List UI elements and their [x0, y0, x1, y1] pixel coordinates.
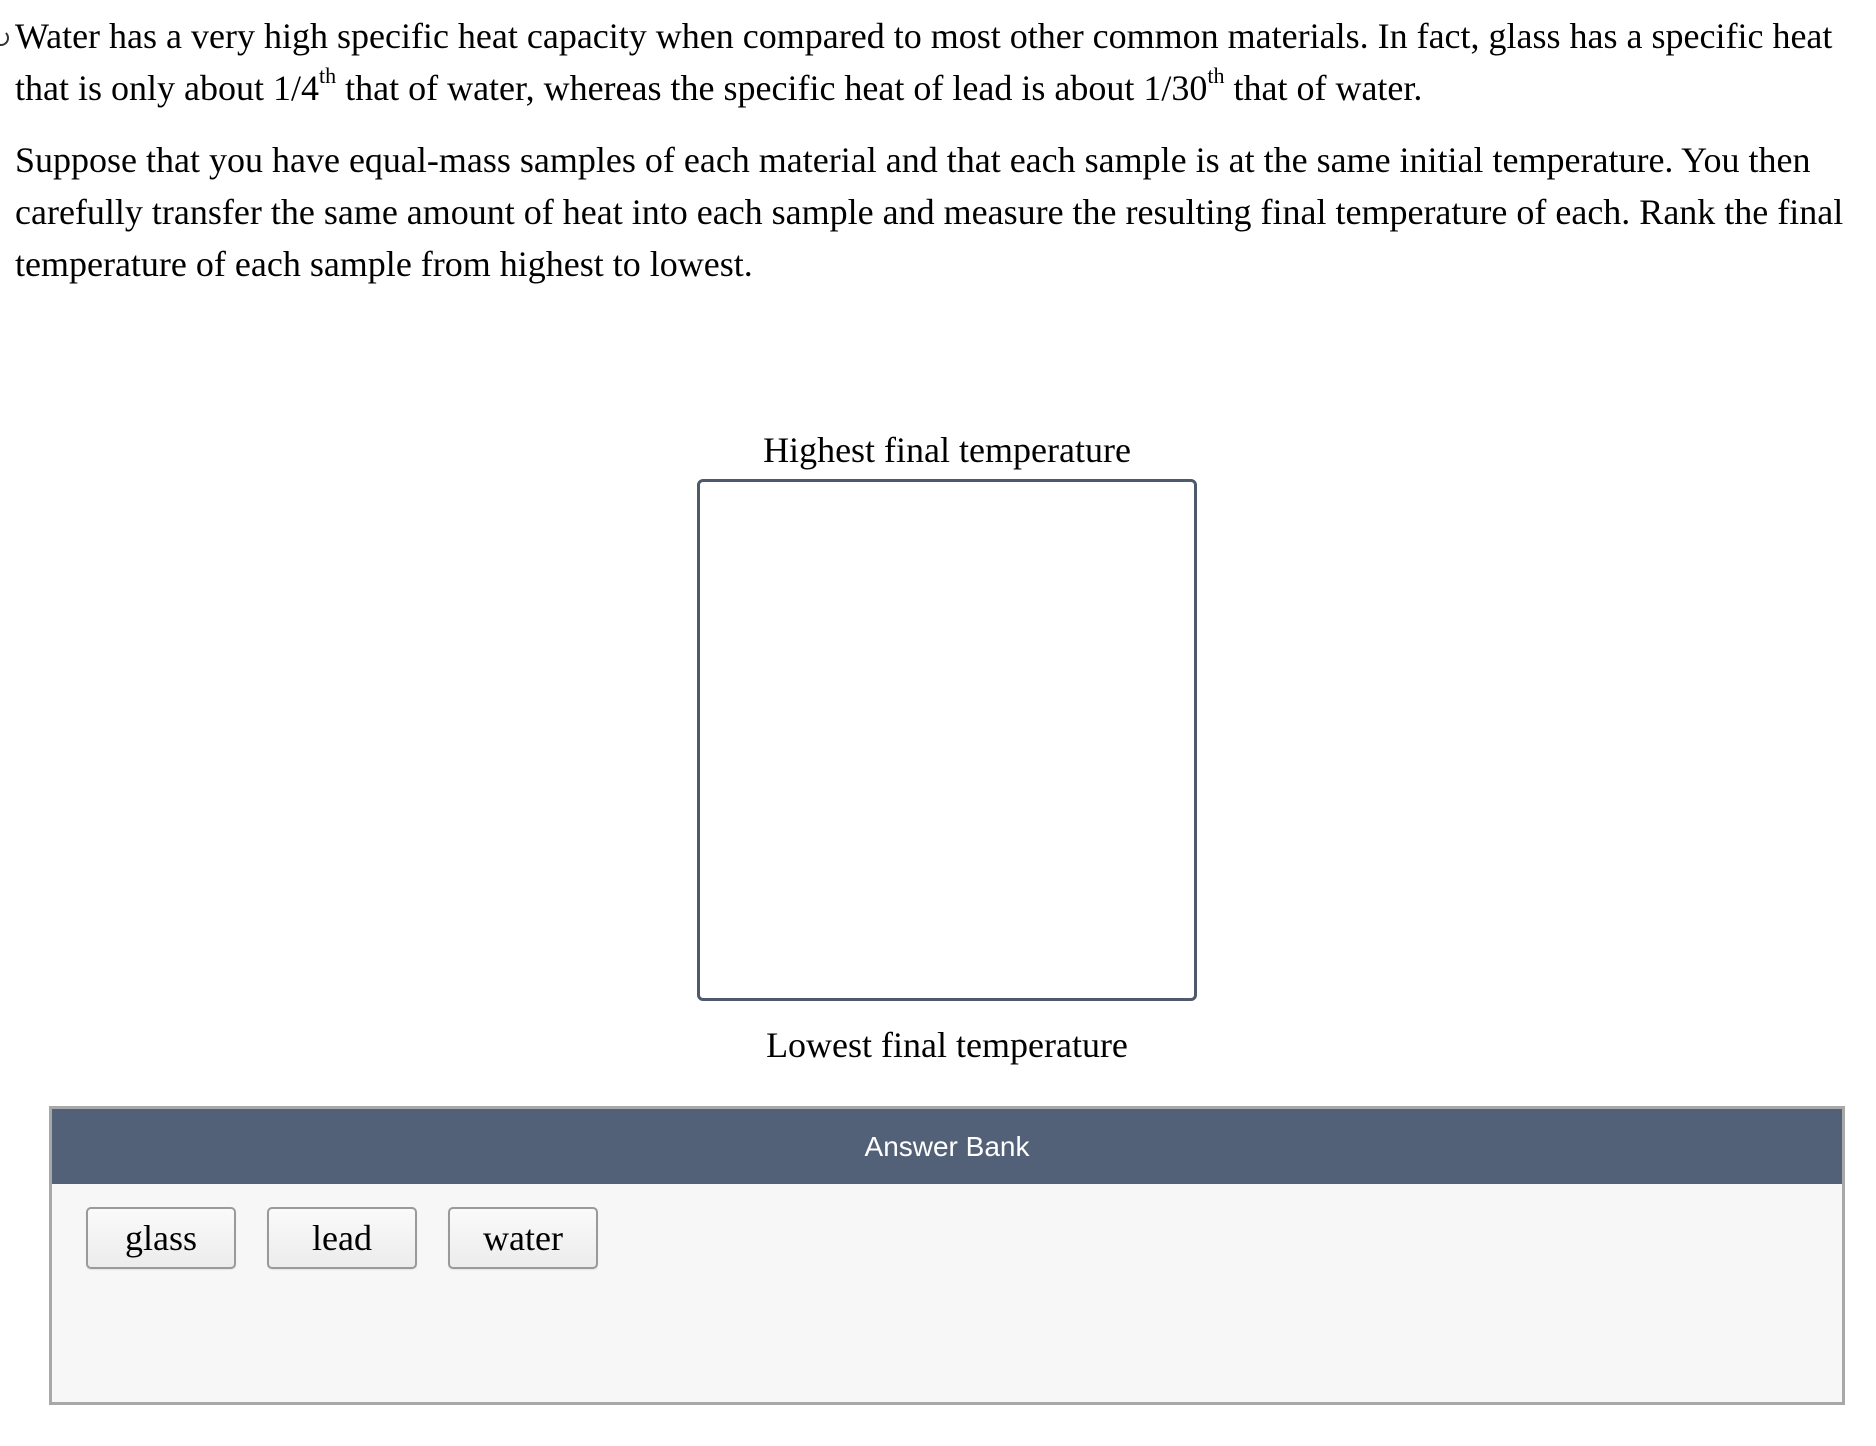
ranking-bottom-label: Lowest final temperature [766, 1025, 1128, 1065]
answer-bank[interactable] [49, 1106, 1845, 1405]
answer-bank-options [86, 1207, 598, 1269]
answer-chip-glass[interactable]: glass [86, 1207, 236, 1269]
question-paragraph-1: Water has a very high specific heat capacity when compared to most other common materials. In fact, glass has a specific heat that is only about 1/4th that of water, whereas the specific heat of lead is about 1/30th that of water. [15, 16, 1833, 108]
question-paragraph-2: Suppose that you have equal-mass samples of each material and that each sample is at the same initial temperature. You then carefully transfer the same amount of heat into each sample and measure the resulting final temperature of each. Rank the final temperature of each sample from highest to lowest. [15, 140, 1844, 284]
answer-chip-lead[interactable]: lead [267, 1207, 417, 1269]
ranking-drop-zone[interactable] [697, 479, 1197, 1001]
scroll-edge-icon [0, 30, 9, 46]
answer-bank-title: Answer Bank [52, 1109, 1842, 1184]
question-text [15, 10, 1865, 310]
ranking-top-label: Highest final temperature [763, 430, 1131, 470]
answer-chip-water[interactable]: water [448, 1207, 598, 1269]
